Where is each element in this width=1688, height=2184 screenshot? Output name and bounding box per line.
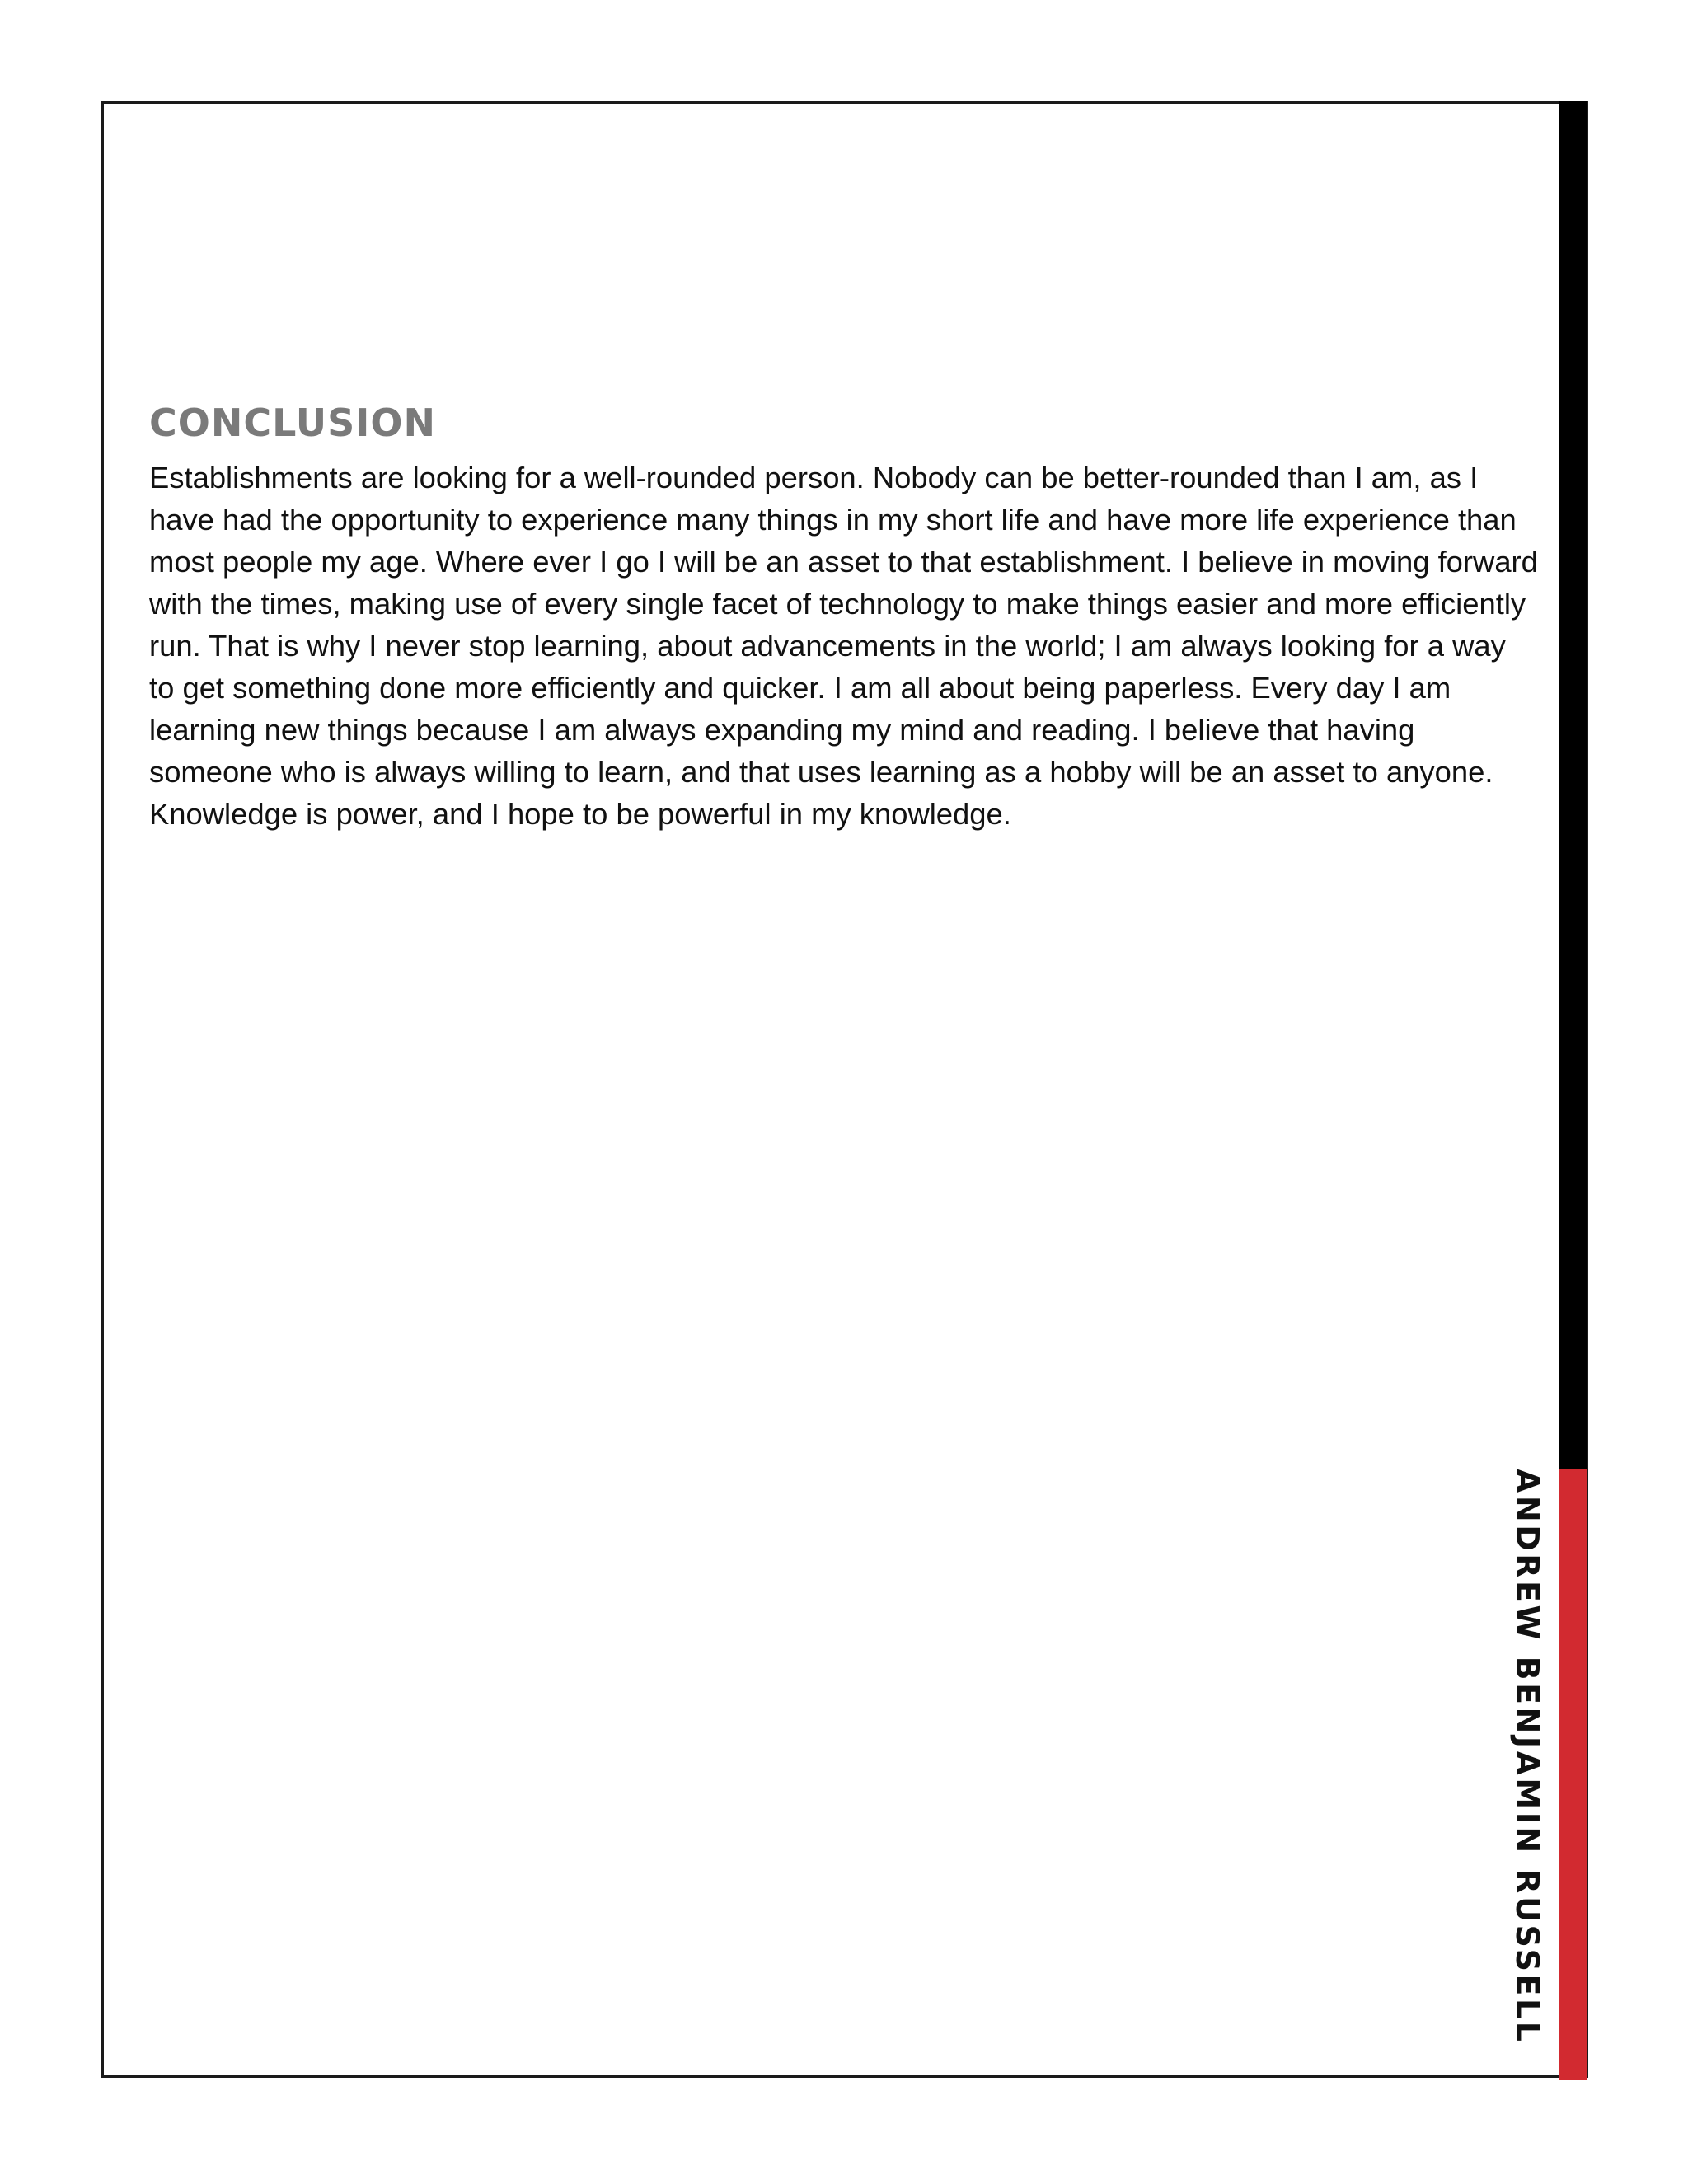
author-name: ANDREW BENJAMIN RUSSELL [1509, 1469, 1545, 2045]
side-accent-bar-black [1559, 101, 1587, 1469]
section-heading: CONCLUSION [149, 401, 436, 445]
side-accent-bar-red [1559, 1469, 1587, 2080]
conclusion-paragraph: Establishments are looking for a well-rounded person. Nobody can be better-rounded than I am, as I have had the opportunity to experience many things in my short life and have more life experience than most people my age. Where ever I go I will be an asset to that establishment. I believe in moving forward with the times, making use of every single facet of technology to make things easier and more efficiently run. That is why I never stop learning, about advancements in the world; I am always looking for a way to get something done more efficiently and quicker. I am all about being paperless. Every day I am learning new things because I am always expanding my mind and reading. I believe that having someone who is always willing to learn, and that uses learning as a hobby will be an asset to anyone. Knowledge is power, and I hope to be powerful in my knowledge. [149, 461, 1538, 831]
